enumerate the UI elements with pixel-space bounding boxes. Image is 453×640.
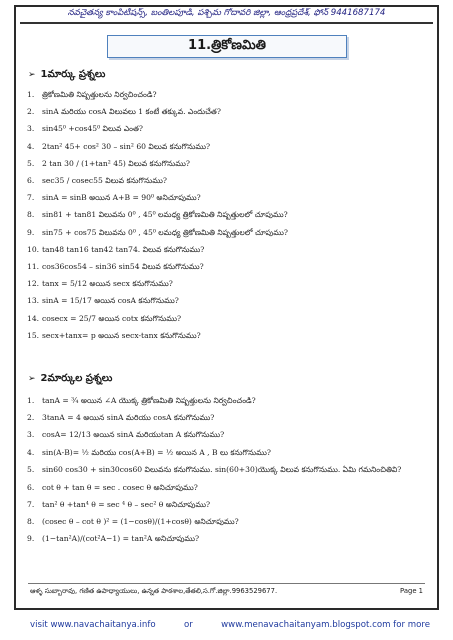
- question-item: [27, 530, 427, 547]
- question-text: sinA = sinB అయిన A+B = 90⁰ అనిచూపుము?: [42, 193, 201, 203]
- question-number: 7.: [27, 500, 35, 510]
- question-list-2mark: [27, 392, 427, 548]
- question-item: [27, 206, 427, 223]
- question-item: [27, 120, 427, 137]
- footer-author: ఆళ్ళ సుబ్బారావు, గణిత ఉపాధ్యాయులు, ఉన్నత పాఠశాల,తేతలి,స.గో.జిల్లా.9963529677.: [30, 587, 278, 595]
- page-header: నవచైతన్య కాంపిటీషన్స్, బంతిలపూడి, పశ్చిమ గోదావరి జిల్లా, ఆంధ్రప్రదేశ్, ఫోన్ 9441687174: [67, 8, 386, 18]
- question-text: cosA= 12/13 అయిన sinA మరియుtan A కనుగొనుము?: [42, 430, 225, 440]
- arrow-icon: ➢: [28, 374, 36, 384]
- question-number: 1.: [27, 396, 35, 405]
- question-number: 6.: [27, 176, 35, 186]
- question-text: tanA = ¾ అయిన ∠A యొక్క త్రికోణమితి నిష్పత్తులను నిర్వచించండి?: [42, 396, 256, 405]
- question-number: 15.: [27, 330, 40, 340]
- question-text: 3tanA = 4 అయిన sinA మరియు cosA కనుగొనుము?: [42, 413, 215, 423]
- question-number: 13.: [27, 296, 40, 306]
- question-item: [27, 189, 427, 206]
- website-line: [30, 620, 430, 630]
- question-number: 7.: [27, 193, 35, 203]
- question-number: 1.: [27, 90, 35, 99]
- question-text: sin45⁰ +cos45⁰ విలువ ఎంత?: [42, 124, 143, 134]
- question-item: [27, 275, 427, 292]
- question-number: 11.: [27, 262, 40, 272]
- section-1mark-title: 1మార్కు ప్రశ్నలు: [40, 69, 106, 80]
- question-text: cos36cos54 – sin36 sin54 విలువ కనుగొనుము?: [42, 262, 204, 272]
- question-number: 2.: [27, 413, 35, 423]
- question-item: [27, 409, 427, 426]
- site-link-right[interactable]: www.menavachaitanyam.blogspot.com for more: [221, 620, 430, 630]
- question-item: [27, 86, 427, 103]
- site-separator: or: [184, 620, 193, 630]
- question-number: 2.: [27, 107, 35, 117]
- question-number: 6.: [27, 482, 35, 492]
- question-number: 9.: [27, 534, 35, 544]
- question-text: sin81 + tan81 విలువను 0⁰ , 45⁰ లమధ్య త్రికోణమితి నిష్పత్తులలో చూపుము?: [42, 210, 288, 220]
- question-text: (1−tan²A)/(cot²A−1) = tan²A అనిచూపుము?: [42, 534, 200, 544]
- question-item: [27, 392, 427, 409]
- question-text: (cosec θ – cot θ )² = (1−cosθ)/(1+cosθ) అనిచూపుము?: [42, 517, 239, 527]
- question-item: [27, 310, 427, 327]
- question-item: [27, 513, 427, 530]
- footer-divider: [28, 583, 425, 584]
- question-number: 3.: [27, 430, 35, 440]
- question-item: [27, 172, 427, 189]
- question-item: [27, 138, 427, 155]
- section-2mark-title: 2మార్కుల ప్రశ్నలు: [40, 373, 113, 384]
- question-item: [27, 258, 427, 275]
- question-item: [27, 155, 427, 172]
- question-text: tan² θ +tan⁴ θ = sec ⁴ θ – sec² θ అనిచూపుము?: [42, 500, 211, 510]
- question-text: sinA మరియు cosA విలువలు 1 కంటే తక్కువ. ఎందుచేత?: [42, 107, 221, 117]
- question-text: sec35 / cosec55 విలువ కనుగొనుము?: [42, 176, 167, 186]
- question-item: [27, 327, 427, 344]
- question-text: sinA = 15/17 అయిన cosA కనుగొనుము?: [42, 296, 179, 306]
- page-footer: [30, 587, 423, 597]
- chapter-title: 11.త్రికోణమితి: [188, 37, 266, 53]
- section-2mark-heading: [28, 372, 112, 386]
- section-1mark-heading: [28, 68, 105, 82]
- site-link-left[interactable]: visit www.navachaitanya.info: [30, 620, 156, 630]
- question-item: [27, 426, 427, 443]
- question-item: [27, 241, 427, 258]
- question-number: 5.: [27, 464, 35, 474]
- header-divider: [20, 22, 433, 24]
- question-text: tan48 tan16 tan42 tan74. విలువ కనుగొనుము?: [42, 244, 205, 254]
- question-item: [27, 496, 427, 513]
- question-number: 8.: [27, 210, 35, 220]
- question-number: 10.: [27, 244, 40, 254]
- question-number: 8.: [27, 517, 35, 527]
- question-text: cosecx = 25/7 అయిన cotx కనుగొనుము?: [42, 313, 182, 323]
- question-number: 14.: [27, 313, 40, 323]
- question-item: [27, 461, 427, 479]
- question-number: 4.: [27, 141, 35, 151]
- question-text: sin60 cos30 + sin30cos60 విలువను కనుగొనుము. sin(60+30)యొక్క విలువ కనుగొనుము. ఏమి గమనించితివి?: [42, 464, 402, 474]
- question-item: [27, 224, 427, 241]
- question-number: 9.: [27, 227, 35, 237]
- question-item: [27, 103, 427, 120]
- question-text: secx+tanx= p అయిన secx-tanx కనుగొనుము?: [42, 330, 201, 340]
- question-item: [27, 444, 427, 461]
- arrow-icon: ➢: [28, 70, 36, 80]
- question-number: 5.: [27, 158, 35, 168]
- chapter-title-box: [107, 35, 347, 58]
- question-text: 2tan² 45+ cos² 30 – sin² 60 విలువ కనుగొనుము?: [42, 141, 211, 151]
- question-text: త్రికోణమితి నిష్పత్తులను నిర్వచించండి?: [42, 90, 157, 99]
- question-number: 3.: [27, 124, 35, 134]
- question-text: cot θ + tan θ = sec . cosec θ అనిచూపుము?: [42, 482, 198, 492]
- question-text: sin(A-B)= ½ మరియు cos(A+B) = ½ అయిన A , B లు కనుగొనుము?: [42, 447, 271, 457]
- question-list-1mark: [27, 86, 427, 344]
- question-text: sin75 + cos75 విలువను 0⁰ , 45⁰ లమధ్య త్రికోణమితి నిష్పత్తులలో చూపుము?: [42, 227, 288, 237]
- question-item: [27, 292, 427, 309]
- question-number: 4.: [27, 447, 35, 457]
- question-item: [27, 479, 427, 496]
- question-text: tanx = 5/12 అయిన secx కనుగొనుము?: [42, 279, 173, 289]
- question-number: 12.: [27, 279, 40, 289]
- question-text: 2 tan 30 / (1+tan² 45) విలువ కనుగొనుము?: [42, 158, 190, 168]
- footer-page-number: Page 1: [400, 587, 423, 595]
